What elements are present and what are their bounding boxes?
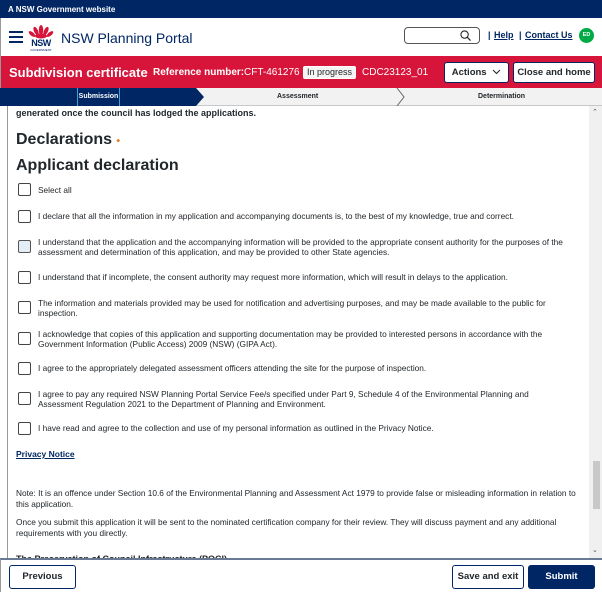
required-marker: •	[116, 136, 121, 147]
declaration-checkbox[interactable]	[18, 240, 31, 253]
progress-stepper	[0, 88, 602, 106]
previous-button[interactable]: Previous	[9, 565, 76, 589]
declaration-checkbox[interactable]	[18, 362, 31, 375]
help-link[interactable]: Help	[494, 30, 514, 40]
subsection-title: Applicant declaration	[16, 157, 179, 174]
step-chevron-icon	[396, 88, 406, 106]
step-arrow	[196, 88, 204, 106]
separator: |	[488, 30, 491, 40]
privacy-notice-link[interactable]: Privacy Notice	[16, 449, 75, 459]
reference-number: CFT-461276	[244, 67, 300, 78]
contact-us-link[interactable]: Contact Us	[525, 30, 573, 40]
lead-text: generated once the council has lodged the applications.	[16, 108, 257, 118]
application-type-title: Subdivision certificate	[9, 65, 148, 80]
status-badge: In progress	[303, 66, 356, 79]
step-assessment[interactable]: Assessment	[277, 93, 319, 100]
reference-label: Reference number:	[153, 67, 245, 78]
search-input[interactable]	[404, 27, 480, 44]
government-banner: A NSW Government website	[0, 0, 602, 18]
logo-subtext: GOVERNMENT	[30, 48, 52, 52]
save-and-exit-button[interactable]: Save and exit	[452, 565, 524, 589]
submission-info: Once you submit this application it will be sent to the nominated certification company for their review. They will discuss payment and any additional requirements with you directly.	[16, 517, 557, 538]
declaration-label[interactable]: I declare that all the information in my application and accompanying documents is, to the best of my knowledge, true and correct.	[38, 211, 514, 221]
logo-wordmark: NSW	[31, 38, 51, 48]
site-title[interactable]: NSW Planning Portal	[61, 30, 193, 46]
search-icon[interactable]	[460, 30, 471, 41]
separator: |	[519, 30, 522, 40]
menu-icon[interactable]	[9, 31, 23, 43]
scroll-thumb[interactable]	[593, 461, 600, 509]
actions-button[interactable]	[444, 62, 509, 83]
step-submission[interactable]: Submission	[77, 88, 120, 106]
declaration-label[interactable]: I agree to the appropriately delegated assessment officers attending the site for the purpose of inspection.	[38, 363, 427, 373]
declaration-checkbox[interactable]	[18, 332, 31, 345]
site-header	[0, 18, 602, 56]
scroll-up-icon[interactable]: ⌃	[592, 109, 598, 116]
declaration-label[interactable]: I have read and agree to the collection and use of my personal information as outlined in the Privacy Notice.	[38, 423, 434, 433]
declaration-checkbox[interactable]	[18, 301, 31, 314]
offence-note: Note: It is an offence under Section 10.6 of the Environmental Planning and Assessment Act 1979 to provide false or misleading information in relation to this application.	[16, 488, 576, 509]
actions-label: Actions	[451, 67, 487, 78]
section-title	[16, 131, 120, 149]
declaration-label[interactable]: I understand that if incomplete, the consent authority may request more information, which will result in delays to the application.	[38, 272, 508, 282]
declaration-checkbox[interactable]	[18, 392, 31, 405]
declaration-label[interactable]: I agree to pay any required NSW Planning Portal Service Fee/s specified under Part 9, Schedule 4 of the Environmental Planning and Assessment Regulation 2021 to the Department of Planning and Environment.	[38, 389, 529, 409]
content-scrollbar[interactable]	[589, 106, 602, 558]
declaration-label[interactable]: I understand that the application and the accompanying information will be provided to the appropriate consent authority for the purposes of the assessment and determination of this application, and may be provided to other State agencies.	[38, 237, 563, 257]
select-all-label[interactable]: Select all	[38, 185, 72, 195]
declaration-checkbox[interactable]	[18, 210, 31, 223]
application-code: CDC23123_01	[362, 67, 429, 78]
user-avatar[interactable]: ED	[579, 28, 594, 43]
declaration-checkbox[interactable]	[18, 271, 31, 284]
application-bar	[0, 56, 602, 88]
chevron-down-icon	[492, 69, 501, 75]
close-and-home-button[interactable]: Close and home	[513, 62, 595, 83]
scroll-down-icon[interactable]: ⌄	[592, 547, 598, 554]
form-footer	[0, 558, 602, 592]
form-content[interactable]	[7, 106, 589, 558]
declaration-checkbox[interactable]	[18, 422, 31, 435]
declaration-label[interactable]: The information and materials provided may be used for notification and advertising purposes, and may be made available to the public for inspection.	[38, 298, 546, 318]
submit-button[interactable]: Submit	[528, 565, 595, 589]
select-all-checkbox[interactable]	[18, 183, 31, 196]
section-title-text: Declarations	[16, 131, 113, 148]
declaration-label[interactable]: I acknowledge that copies of this application and supporting documentation may be provided to interested persons in accordance with the Government Information (Public Access) 2009 (NSW) (GIPA Act).	[38, 329, 543, 349]
step-determination[interactable]: Determination	[478, 93, 526, 100]
